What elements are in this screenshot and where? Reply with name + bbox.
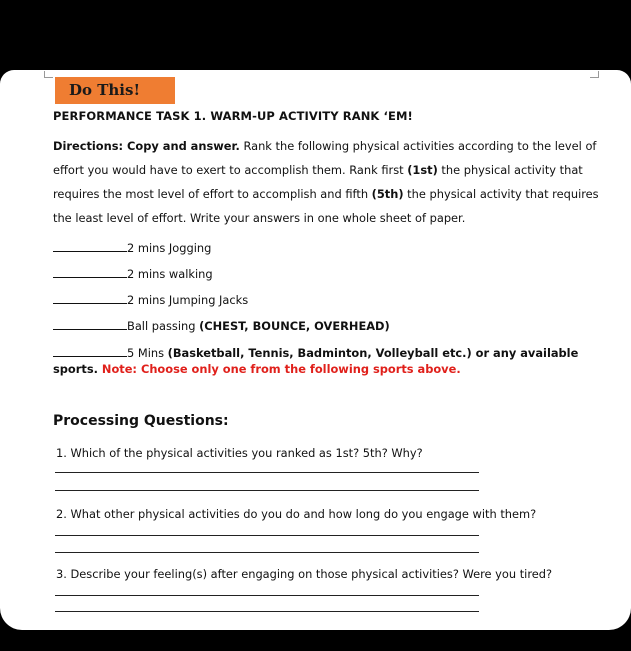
directions-paragraph [53, 134, 603, 230]
question-1: 1. Which of the physical activities you ranked as 1st? 5th? Why? [56, 446, 423, 460]
directions-label: Directions: Copy and answer. [53, 139, 240, 153]
answer-line [55, 552, 479, 553]
activity-item: 2 mins Jumping Jacks [53, 292, 248, 307]
question-3: 3. Describe your feeling(s) after engaging on those physical activities? Were you tired? [56, 567, 553, 581]
directions-text: the physical activity that requires the most level of effort to accomplish and fifth [53, 163, 583, 201]
answer-line [55, 595, 479, 596]
task-title: PERFORMANCE TASK 1. WARM-UP ACTIVITY RANK ‘EM! [53, 109, 413, 123]
answer-blank [53, 292, 127, 304]
answer-line [55, 472, 479, 473]
answer-blank [53, 318, 127, 330]
answer-line [55, 611, 479, 612]
directions-text: Rank the following physical activities according to the level of effort you would have to exert to accomplish them. Rank first [53, 139, 597, 177]
activity-item: Ball passing (CHEST, BOUNCE, OVERHEAD) [53, 318, 390, 333]
answer-blank [53, 345, 127, 357]
activity-item: 2 mins Jogging [53, 240, 211, 255]
do-this-banner: Do This! [55, 77, 175, 104]
answer-blank [53, 240, 127, 252]
crop-mark [44, 71, 53, 78]
activity-item: 5 Mins (Basketball, Tennis, Badminton, Volleyball etc.) or any available [53, 345, 578, 360]
document-page [0, 70, 631, 630]
crop-mark [590, 71, 599, 78]
processing-title: Processing Questions: [53, 413, 229, 429]
first-rank: (1st) [407, 163, 438, 177]
activity-item: 2 mins walking [53, 266, 213, 281]
fifth-rank: (5th) [371, 187, 404, 201]
answer-line [55, 490, 479, 491]
sports-note-line: sports. Note: Choose only one from the following sports above. [53, 362, 461, 376]
note-text: Note: Choose only one from the following sports above. [101, 362, 461, 376]
answer-blank [53, 266, 127, 278]
question-2: 2. What other physical activities do you do and how long do you engage with them? [56, 507, 537, 521]
answer-line [55, 535, 479, 536]
directions-text: the physical activity that requires the least level of effort. Write your answers in one whole sheet of paper. [53, 187, 599, 225]
